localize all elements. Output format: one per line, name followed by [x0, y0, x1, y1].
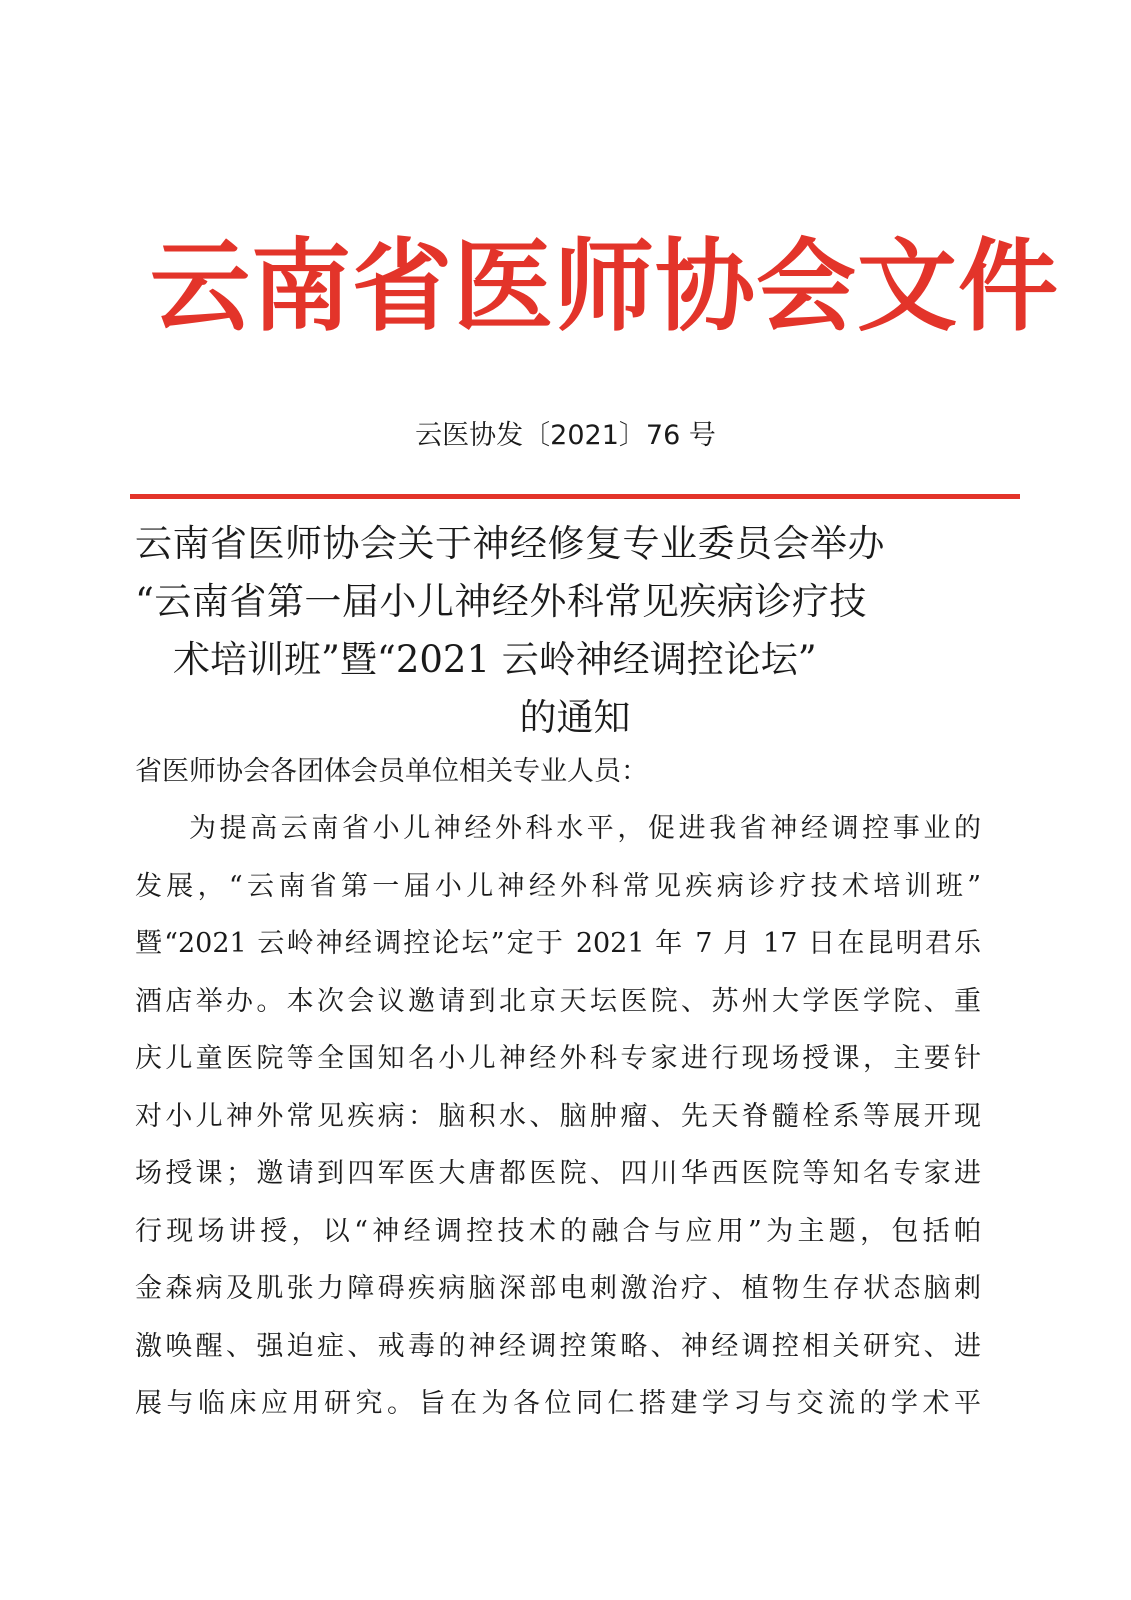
body-line: 展与临床应用研究。旨在为各位同仁搭建学习与交流的学术平: [135, 1388, 981, 1419]
title-line: “云南省第一届小儿神经外科常见疾病诊疗技: [135, 580, 867, 623]
body-line: 庆儿童医院等全国知名小儿神经外科专家进行现场授课，主要针: [135, 1043, 981, 1074]
body-line: 酒店举办。本次会议邀请到北京天坛医院、苏州大学医学院、重: [135, 985, 981, 1017]
masthead-title: 云南省医师协会文件: [150, 227, 1059, 345]
body-paragraph: [135, 800, 981, 1433]
body-line: 金森病及肌张力障碍疾病脑深部电刺激治疗、植物生存状态脑刺: [135, 1273, 981, 1304]
notice-title: [135, 515, 1015, 747]
red-divider-line: [130, 494, 1020, 499]
body-line: 暨“2021 云岭神经调控论坛”定于 2021 年 7 月 17 日在昆明君乐: [135, 928, 981, 959]
body-line: 为提高云南省小儿神经外科水平，促进我省神经调控事业的: [189, 813, 981, 844]
body-line: 场授课；邀请到四军医大唐都医院、四川华西医院等知名专家进: [135, 1158, 981, 1189]
body-line: 激唤醒、强迫症、戒毒的神经调控策略、神经调控相关研究、进: [135, 1330, 981, 1362]
document-number: 云医协发〔2021〕76 号: [415, 420, 716, 451]
title-line: 的通知: [519, 696, 631, 739]
title-line: 术培训班”暨“2021 云岭神经调控论坛”: [173, 638, 817, 681]
body-line: 发展，“云南省第一届小儿神经外科常见疾病诊疗技术培训班”: [135, 870, 981, 902]
title-line: 云南省医师协会关于神经修复专业委员会举办: [135, 522, 885, 565]
body-line: 对小儿神外常见疾病：脑积水、脑肿瘤、先天脊髓栓系等展开现: [135, 1100, 981, 1132]
body-line: 行现场讲授，以“神经调控技术的融合与应用”为主题，包括帕: [135, 1215, 981, 1247]
salutation: 省医师协会各团体会员单位相关专业人员：: [135, 756, 648, 787]
